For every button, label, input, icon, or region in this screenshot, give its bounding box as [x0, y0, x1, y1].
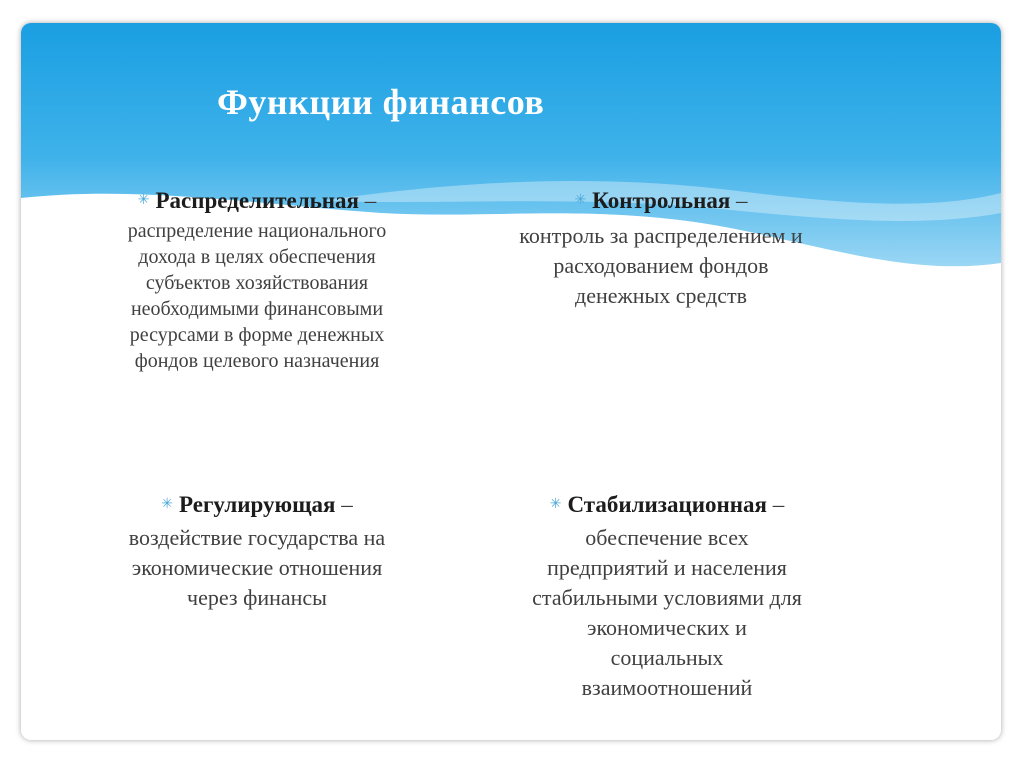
slide [21, 23, 1001, 740]
function-description [467, 523, 867, 703]
description-line: взаимоотношений [581, 675, 753, 700]
function-heading [57, 187, 457, 215]
description-line: дохода в целях обеспечения [138, 246, 376, 268]
description-line: стабильными условиями для [532, 585, 802, 610]
description-line: экономических и [587, 615, 747, 640]
function-stabilizing [467, 491, 867, 703]
description-line: распределение национального [127, 220, 387, 242]
asterisk-bullet-icon: ✳ [137, 193, 150, 208]
function-description [47, 523, 467, 613]
function-name: Стабилизационная [567, 492, 767, 517]
function-name: Распределительная [155, 188, 359, 213]
dash: – [772, 492, 785, 517]
asterisk-bullet-icon: ✳ [574, 193, 587, 208]
description-line: обеспечение всех [585, 525, 749, 550]
dash: – [341, 492, 353, 517]
description-line: экономические отношения [131, 555, 383, 580]
description-line: необходимыми финансовыми [130, 298, 384, 320]
description-line: воздействие государства на [128, 525, 386, 550]
function-control [461, 187, 861, 311]
description-line: расходованием фондов [553, 253, 769, 278]
function-regulating [47, 491, 467, 613]
description-line: фондов целевого назначения [134, 350, 380, 372]
description-line: через финансы [187, 585, 327, 610]
function-description [461, 221, 861, 311]
function-heading [47, 491, 467, 519]
function-name: Контрольная [592, 188, 731, 213]
description-line: ресурсами в форме денежных [129, 324, 385, 346]
description-line: социальных [610, 645, 724, 670]
dash: – [736, 188, 748, 213]
function-heading [467, 491, 867, 519]
slide-title: Функции финансов [217, 82, 545, 122]
dash: – [364, 188, 377, 213]
function-name: Регулирующая [179, 492, 336, 517]
description-line: денежных средств [575, 283, 747, 308]
description-line: контроль за распределением и [519, 223, 803, 248]
function-description [57, 218, 457, 374]
description-line: предприятий и населения [547, 555, 787, 580]
asterisk-bullet-icon: ✳ [549, 497, 562, 512]
asterisk-bullet-icon: ✳ [161, 497, 174, 512]
function-distributive [57, 187, 457, 374]
description-line: субъектов хозяйствования [145, 272, 369, 294]
function-heading [461, 187, 861, 215]
